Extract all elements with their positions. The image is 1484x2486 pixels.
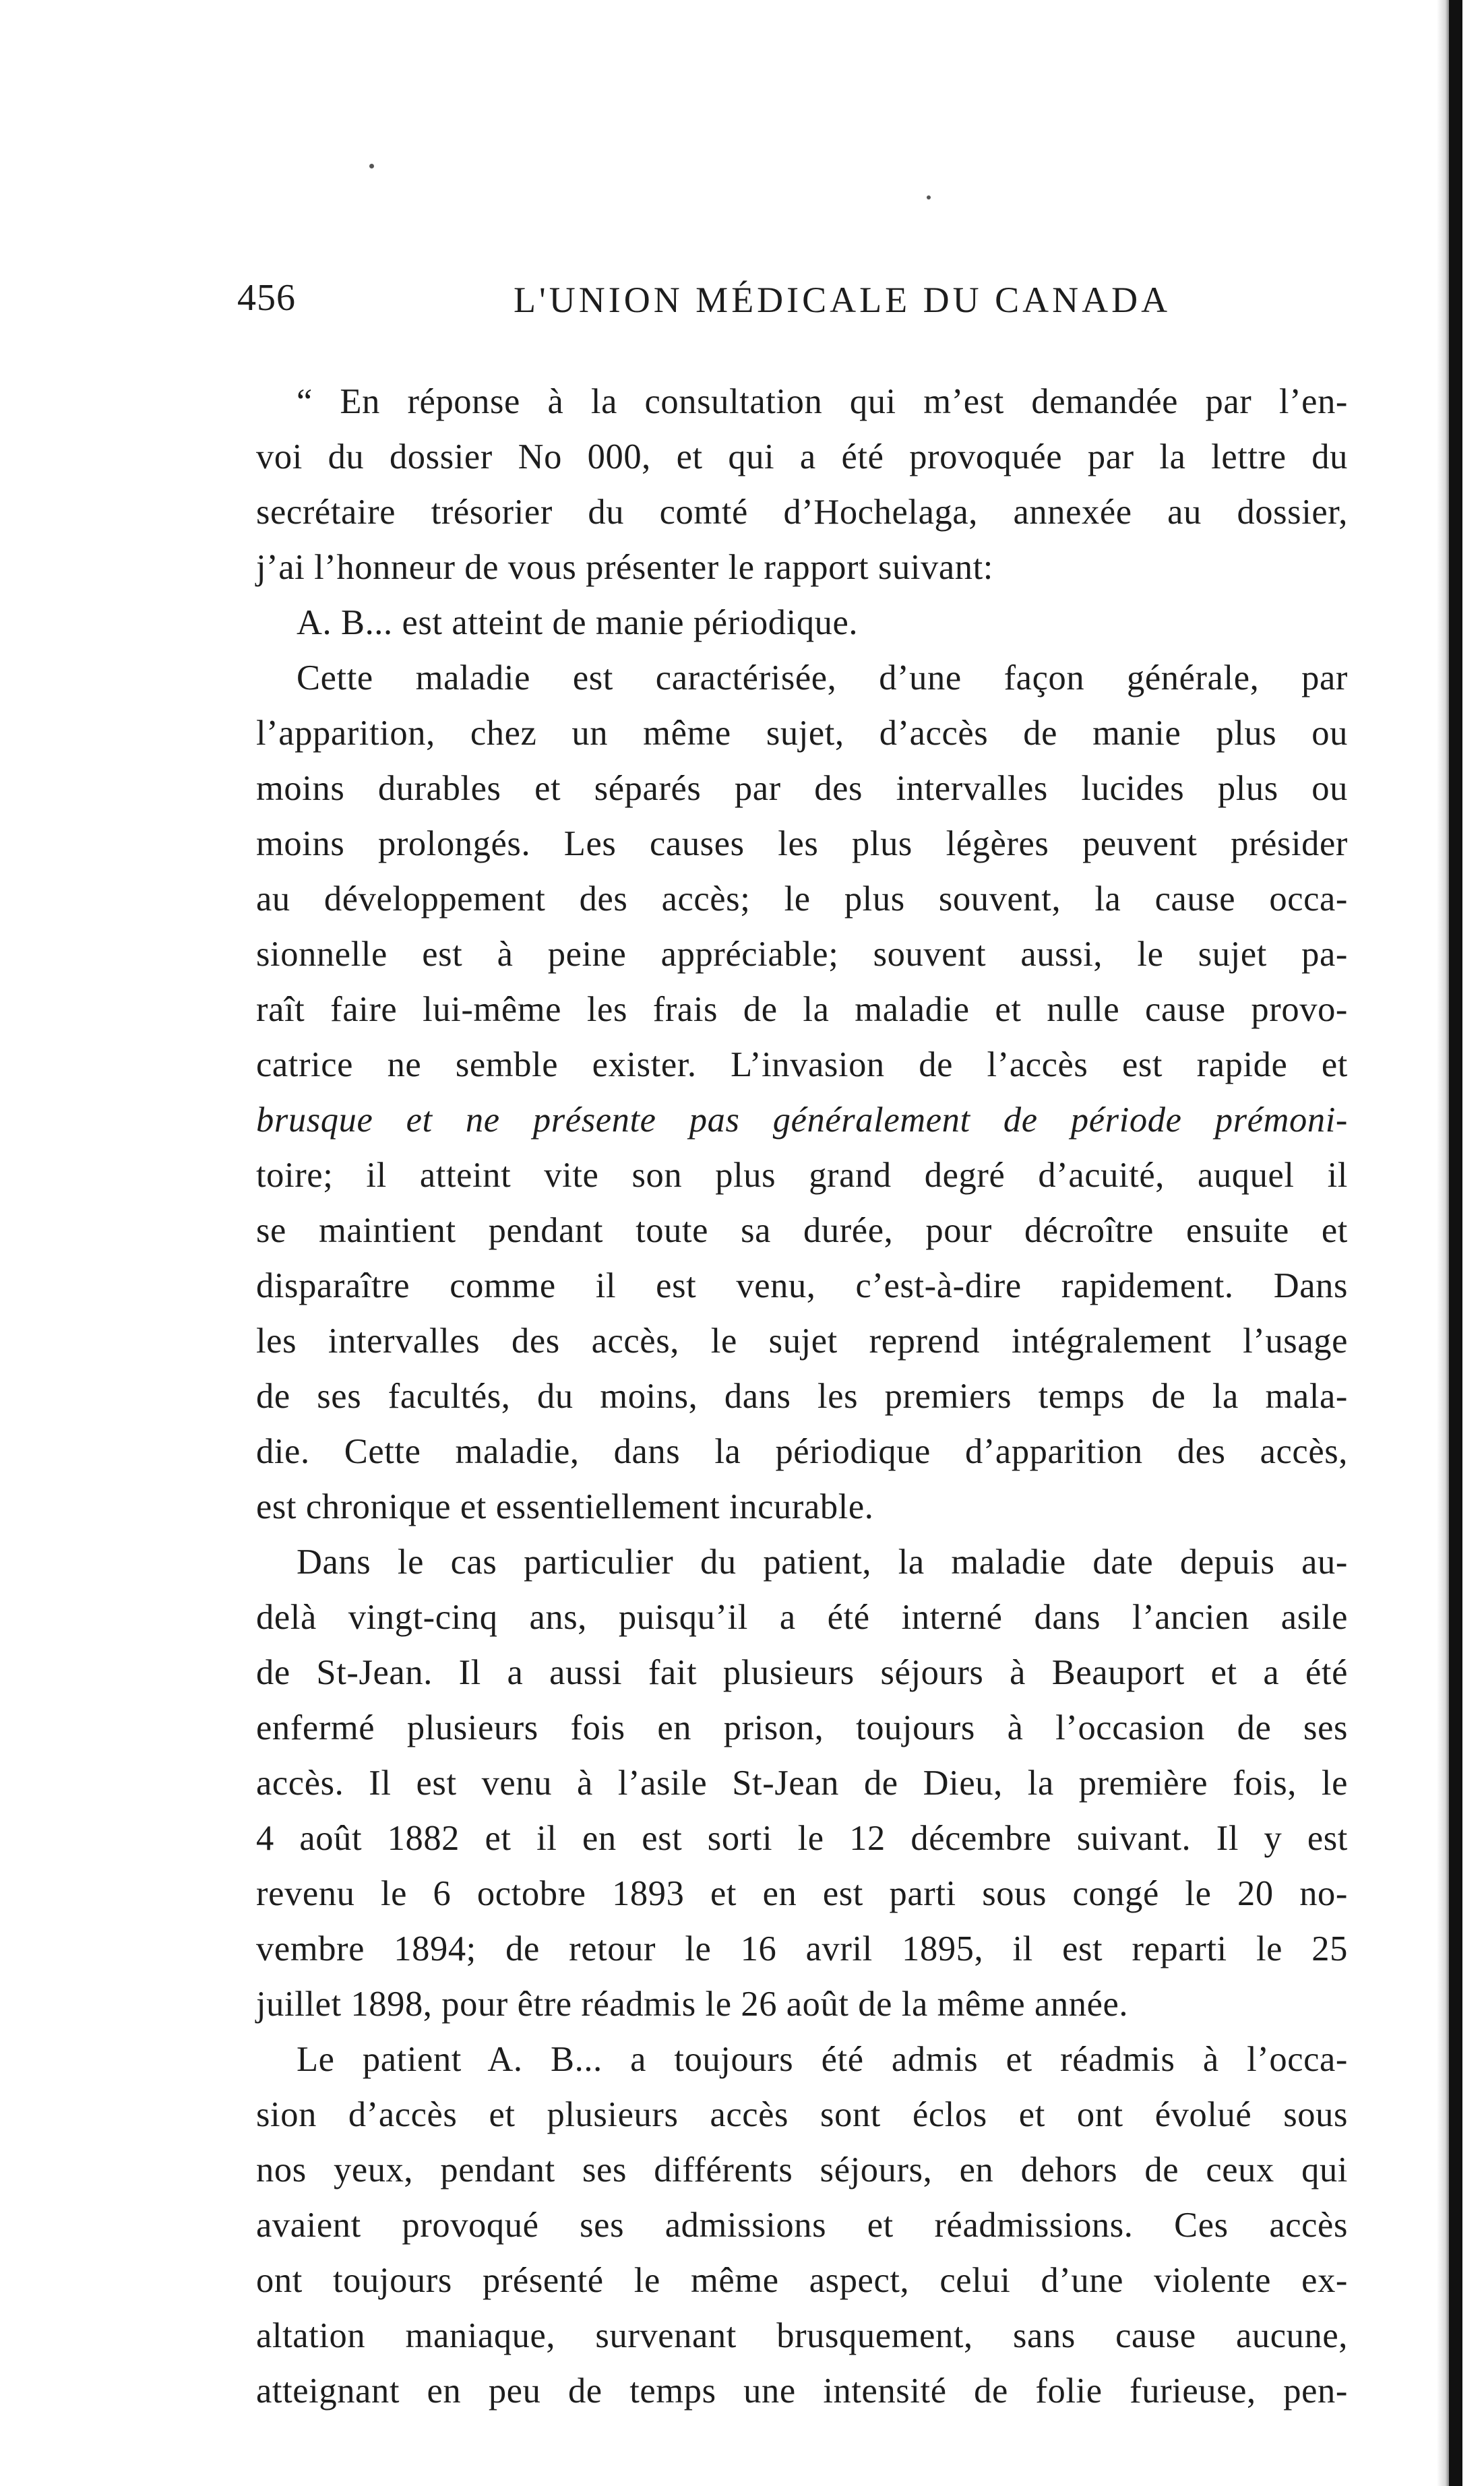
scan-speck bbox=[927, 195, 931, 199]
text-line: “ En réponse à la consultation qui m’est demandée par l’en- bbox=[297, 382, 1348, 421]
text-line: ont toujours présenté le même aspect, celui d’une violente ex- bbox=[256, 2261, 1348, 2300]
text-line: A. B... est atteint de manie périodique. bbox=[297, 603, 859, 642]
text-line: enfermé plusieurs fois en prison, toujours à l’occasion de ses bbox=[256, 1708, 1348, 1747]
text-line: moins prolongés. Les causes les plus légères peuvent présider bbox=[256, 824, 1348, 863]
page-edge-shadow bbox=[1437, 0, 1449, 2486]
text-line: disparaître comme il est venu, c’est-à-dire rapidement. Dans bbox=[256, 1266, 1348, 1305]
running-title: L'UNION MÉDICALE DU CANADA bbox=[514, 280, 1171, 320]
text-line: au développement des accès; le plus souvent, la cause occa- bbox=[256, 879, 1348, 919]
text-line: Dans le cas particulier du patient, la maladie date depuis au- bbox=[297, 1543, 1348, 1582]
text-line: Le patient A. B... a toujours été admis et réadmis à l’occa- bbox=[297, 2040, 1348, 2079]
text-line: j’ai l’honneur de vous présenter le rapport suivant: bbox=[256, 548, 993, 587]
text-line: accès. Il est venu à l’asile St-Jean de Dieu, la première fois, le bbox=[256, 1764, 1348, 1803]
text-line: avaient provoqué ses admissions et réadmissions. Ces accès bbox=[256, 2206, 1348, 2245]
page-number: 456 bbox=[237, 277, 296, 319]
text-line: atteignant en peu de temps une intensité de folie furieuse, pen- bbox=[256, 2371, 1348, 2411]
text-line: 4 août 1882 et il en est sorti le 12 décembre suivant. Il y est bbox=[256, 1819, 1348, 1858]
scan-speck bbox=[369, 164, 374, 168]
text-line: les intervalles des accès, le sujet reprend intégralement l’usage bbox=[256, 1322, 1348, 1361]
text-line: sion d’accès et plusieurs accès sont éclos et ont évolué sous bbox=[256, 2095, 1348, 2134]
text-line: secrétaire trésorier du comté d’Hochelaga, annexée au dossier, bbox=[256, 493, 1348, 532]
text-line: nos yeux, pendant ses différents séjours, en dehors de ceux qui bbox=[256, 2150, 1348, 2189]
running-header bbox=[237, 276, 1356, 330]
text-line: est chronique et essentiellement incurable. bbox=[256, 1487, 874, 1526]
text-line: delà vingt-cinq ans, puisqu’il a été interné dans l’ancien asile bbox=[256, 1598, 1348, 1637]
text-line: de ses facultés, du moins, dans les premiers temps de la mala- bbox=[256, 1377, 1348, 1416]
text-line: Cette maladie est caractérisée, d’une façon générale, par bbox=[297, 658, 1348, 697]
text-line: raît faire lui-même les frais de la maladie et nulle cause provo- bbox=[256, 990, 1348, 1029]
text-line: de St-Jean. Il a aussi fait plusieurs séjours à Beauport et a été bbox=[256, 1653, 1348, 1692]
text-line: revenu le 6 octobre 1893 et en est parti sous congé le 20 no- bbox=[256, 1874, 1348, 1913]
text-line: se maintient pendant toute sa durée, pour décroître ensuite et bbox=[256, 1211, 1348, 1250]
text-line: voi du dossier No 000, et qui a été provoquée par la lettre du bbox=[256, 437, 1348, 476]
text-line: toire; il atteint vite son plus grand degré d’acuité, auquel il bbox=[256, 1156, 1348, 1195]
text-line: juillet 1898, pour être réadmis le 26 août de la même année. bbox=[256, 1985, 1129, 2024]
text-line: moins durables et séparés par des intervalles lucides plus ou bbox=[256, 769, 1348, 808]
text-line: brusque et ne présente pas généralement de période prémoni- bbox=[256, 1100, 1348, 1140]
body-text bbox=[256, 374, 1348, 2419]
text-line: vembre 1894; de retour le 16 avril 1895, il est reparti le 25 bbox=[256, 1929, 1348, 1968]
text-line: altation maniaque, survenant brusquement, sans cause aucune, bbox=[256, 2316, 1348, 2355]
text-line: die. Cette maladie, dans la périodique d’apparition des accès, bbox=[256, 1432, 1348, 1471]
text-line: catrice ne semble exister. L’invasion de l’accès est rapide et bbox=[256, 1045, 1348, 1084]
page-binding-edge bbox=[1449, 0, 1462, 2486]
text-line: l’apparition, chez un même sujet, d’accès de manie plus ou bbox=[256, 714, 1348, 753]
text-line: sionnelle est à peine appréciable; souvent aussi, le sujet pa- bbox=[256, 935, 1348, 974]
